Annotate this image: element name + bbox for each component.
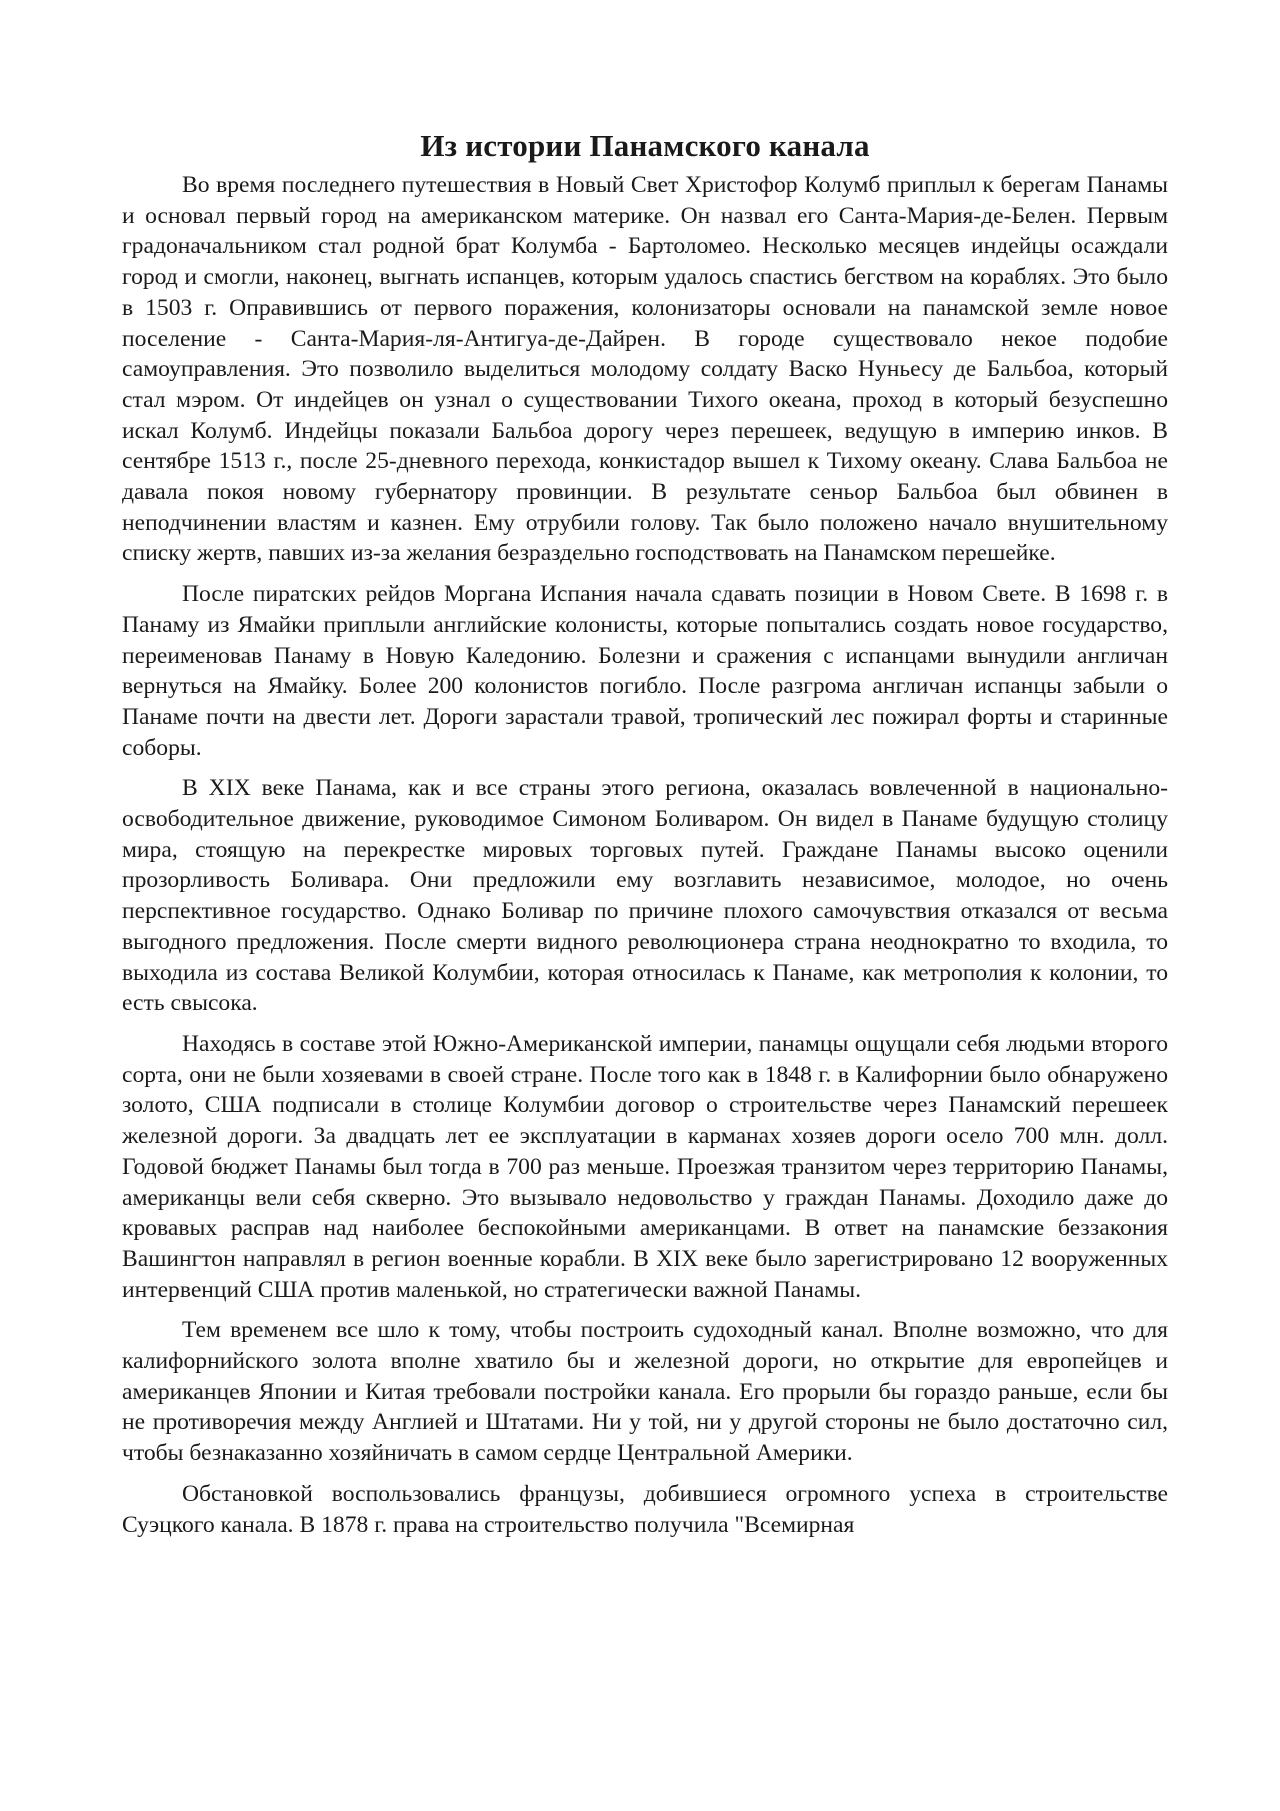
paragraph-morgan-raids: После пиратских рейдов Моргана Испания начала сдавать позиции в Новом Свете. В 1698 г. в Панаму из Ямайки приплыли английские колонисты, которые попытались создать новое государство, переименовав Панаму в Новую Каледонию. Болезни и сражения с испанцами вынудили англичан вернуться на Ямайку. Более 200 колонистов погибло. После разгрома англичан испанцы забыли о Панаме почти на двести лет. Дороги зарастали травой, тропический лес пожирал форты и старинные соборы. (122, 581, 1168, 761)
paragraph-columbus: Во время последнего путешествия в Новый Свет Христофор Колумб приплыл к берегам Панамы и основал первый город на американском материке. Он назвал его Санта-Мария-де-Белен. Первым градоначальником стал родной брат Колумба - Бартоломео. Несколько месяцев индейцы осаждали город и смогли, наконец, выгнать испанцев, которым удалось спастись бегством на кораблях. Это было в 1503 г. Оправившись от первого поражения, колонизаторы основали на панамской земле новое поселение - Санта-Мария-ля-Антигуа-де-Дайрен. В городе существовало некое подобие самоуправления. Это позволило выделиться молодому солдату Васко Нуньесу де Бальбоа, который стал мэром. От индейцев он узнал о существовании Тихого океана, проход в который безуспешно искал Колумб. Индейцы показали Бальбоа дорогу через перешеек, ведущую в империю инков. В сентябре 1513 г., после 25-дневного перехода, конкистадор вышел к Тихому океану. Слава Бальбоа не давала покоя новому губернатору провинции. В результате сеньор Бальбоа был обвинен в неподчинении властям и казнен. Ему отрубили голову. Так было положено начало внушительному списку жертв, павших из-за желания безраздельно господствовать на Панамском перешейке. (122, 172, 1168, 567)
paragraph-railroad: Находясь в составе этой Южно-Американской империи, панамцы ощущали себя людьми второго сорта, они не были хозяевами в своей стране. После того как в 1848 г. в Калифорнии было обнаружено золото, США подписали в столице Колумбии договор о строительстве через Панамский перешеек железной дороги. За двадцать лет ее эксплуатации в карманах хозяев дороги осело 700 млн. долл. Годовой бюджет Панамы был тогда в 700 раз меньше. Проезжая транзитом через территорию Панамы, американцы вели себя скверно. Это вызывало недовольство у граждан Панамы. Доходило даже до кровавых расправ над наиболее беспокойными американцами. В ответ на панамские беззакония Вашингтон направлял в регион военные корабли. В XIX веке было зарегистрировано 12 вооруженных интервенций США против маленькой, но стратегически важной Панамы. (122, 1030, 1168, 1303)
document-body (122, 126, 1168, 1540)
paragraph-french: Обстановкой воспользовались французы, добившиеся огромного успеха в строительстве Суэцкого канала. В 1878 г. права на строительство получила "Всемирная (122, 1480, 1168, 1538)
paragraph-canal-plans: Тем временем все шло к тому, чтобы построить судоходный канал. Вполне возможно, что для калифорнийского золота вполне хватило бы и железной дороги, но открытие для европейцев и американцев Японии и Китая требовали постройки канала. Его прорыли бы гораздо раньше, если бы не противоречия между Англией и Штатами. Ни у той, ни у другой стороны не было достаточно сил, чтобы безнаказанно хозяйничать в самом сердце Центральной Америки. (122, 1317, 1168, 1467)
document-title: Из истории Панамского канала (420, 128, 870, 163)
paragraph-bolivar: В XIX веке Панама, как и все страны этого региона, оказалась вовлеченной в национально-освободительное движение, руководимое Симоном Боливаром. Он видел в Панаме будущую столицу мира, стоящую на перекрестке мировых торговых путей. Граждане Панамы высоко оценили прозорливость Боливара. Они предложили ему возглавить независимое, молодое, но очень перспективное государство. Однако Боливар по причине плохого самочувствия отказался от весьма выгодного предложения. После смерти видного революционера страна неоднократно то входила, то выходила из состава Великой Колумбии, которая относилась к Панаме, как метрополия к колонии, то есть свысока. (122, 775, 1168, 1017)
